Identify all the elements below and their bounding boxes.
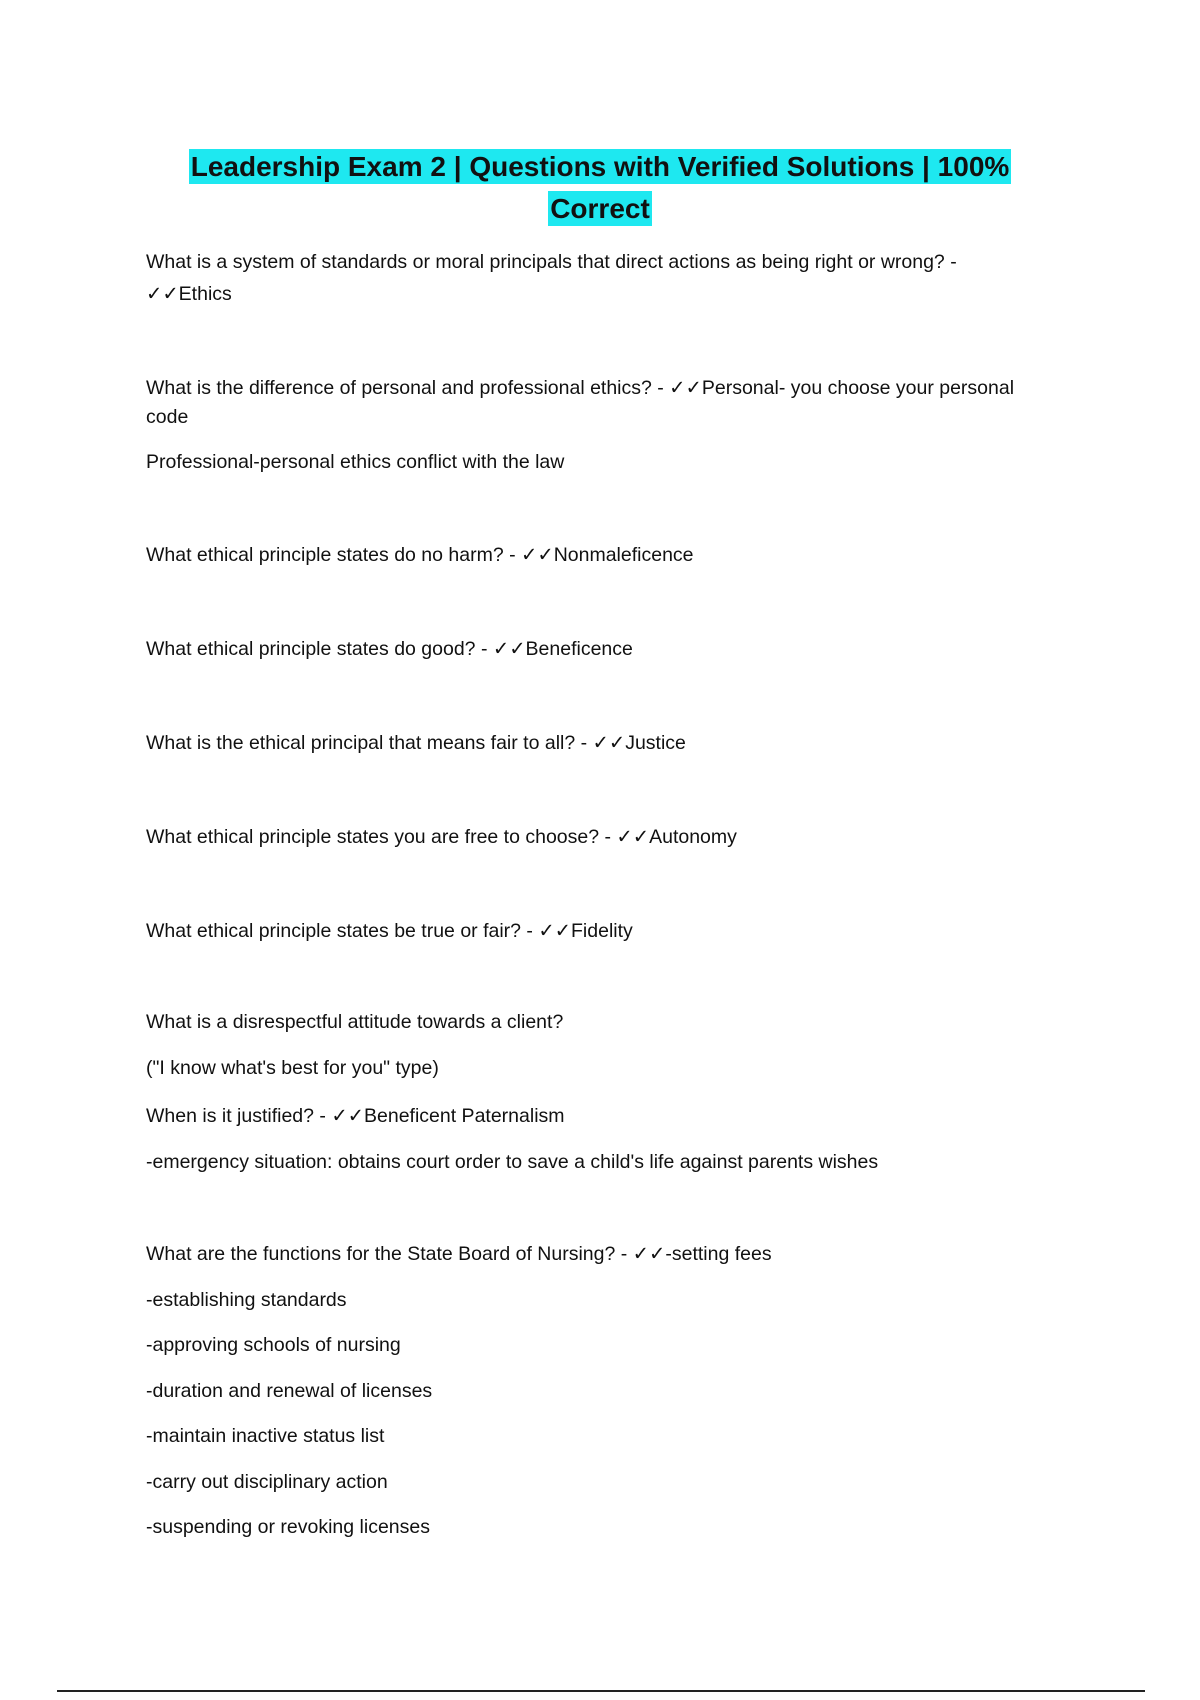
qa-8-line-1: What is a disrespectful attitude towards a client? (146, 1011, 564, 1033)
qa-5-line-1: What is the ethical principal that means fair to all? - ✓✓Justice (146, 732, 686, 754)
title-line-1: Leadership Exam 2 | Questions with Verified Solutions | 100% (190, 151, 1010, 182)
qa-9-line-5: -maintain inactive status list (146, 1425, 385, 1447)
qa-8-line-2: ("I know what's best for you" type) (146, 1057, 439, 1079)
qa-9-line-4: -duration and renewal of licenses (146, 1380, 433, 1402)
qa-9-line-7: -suspending or revoking licenses (146, 1516, 430, 1538)
qa-1-line-2: ✓✓Ethics (146, 283, 232, 305)
qa-7-line-1: What ethical principle states be true or fair? - ✓✓Fidelity (146, 920, 633, 942)
qa-8-line-3: When is it justified? - ✓✓Beneficent Paternalism (146, 1105, 565, 1127)
document-title (120, 146, 1080, 230)
qa-2-line-2: code (146, 406, 189, 428)
qa-9-line-3: -approving schools of nursing (146, 1334, 401, 1356)
qa-9-line-2: -establishing standards (146, 1289, 347, 1311)
qa-9-line-6: -carry out disciplinary action (146, 1471, 388, 1493)
qa-2-line-3: Professional-personal ethics conflict with the law (146, 451, 565, 473)
footer-divider (57, 1690, 1145, 1692)
qa-4-line-1: What ethical principle states do good? - ✓✓Beneficence (146, 638, 633, 660)
qa-9-line-1: What are the functions for the State Board of Nursing? - ✓✓-setting fees (146, 1243, 772, 1265)
qa-1-line-1: What is a system of standards or moral principals that direct actions as being right or wrong? - (146, 251, 957, 273)
qa-2-line-1: What is the difference of personal and professional ethics? - ✓✓Personal- you choose your personal (146, 377, 1015, 399)
qa-6-line-1: What ethical principle states you are free to choose? - ✓✓Autonomy (146, 826, 737, 848)
qa-8-line-4: -emergency situation: obtains court order to save a child's life against parents wishes (146, 1151, 879, 1173)
title-line-2: Correct (550, 193, 650, 224)
qa-3-line-1: What ethical principle states do no harm? - ✓✓Nonmaleficence (146, 544, 694, 566)
